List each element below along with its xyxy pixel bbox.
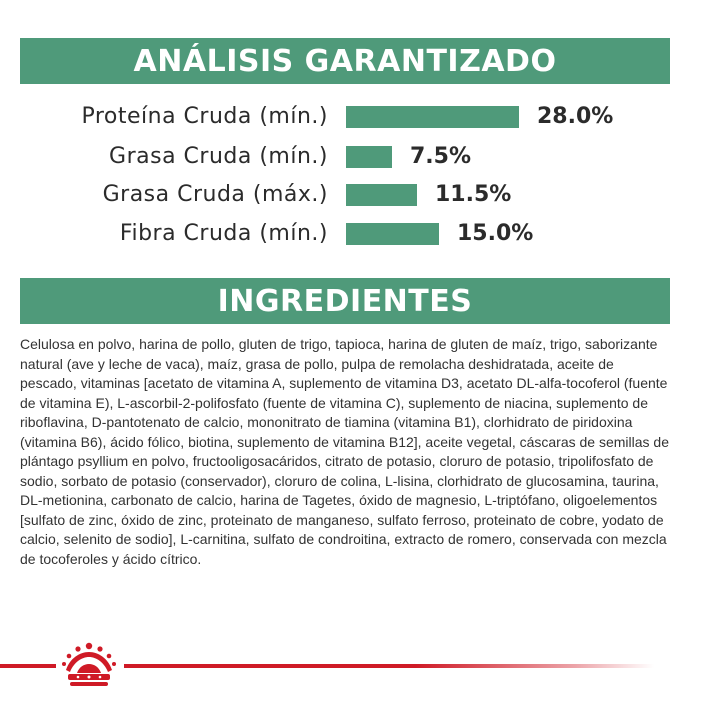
analysis-row-bar xyxy=(346,106,519,128)
crown-icon xyxy=(56,640,122,690)
analysis-row-bar xyxy=(346,184,417,206)
footer-line-left xyxy=(0,664,56,668)
analysis-row xyxy=(0,144,720,170)
analysis-row-label: Grasa Cruda (máx.) xyxy=(102,182,328,207)
analysis-title: ANÁLISIS GARANTIZADO xyxy=(133,43,557,79)
ingredients-text: Celulosa en polvo, harina de pollo, gluten de trigo, tapioca, harina de gluten de maíz, trigo, saborizante natural (ave y leche de vaca), maíz, grasa de pollo, pulpa de remolacha deshidratada, aceite de pescado, vitaminas [acetato de vitamina A, suplemento de vitamina D3, acetato DL-alfa-tocoferol (fuente de vitamina E), L-ascorbil-2-polifosfato (fuente de vitamina C), suplemento de niacina, suplemento de riboflavina, D-pantotenato de calcio, mononitrato de tiamina (vitamina B1), clorhidrato de piridoxina (vitamina B6), ácido fólico, biotina, suplemento de vitamina B12], aceite vegetal, cáscaras de semillas de plántago psyllium en polvo, fructooligosacáridos, citrato de potasio, cloruro de potasio, tripolifosfato de sodio, sorbato de potasio (conservador), cloruro de colina, L-lisina, clorhidrato de glucosamina, taurina, DL-metionina, carbonato de calcio, harina de Tagetes, óxido de magnesio, L-triptófano, oligoelementos [sulfato de zinc, óxido de zinc, proteinato de manganeso, sulfato ferroso, proteinato de cobre, yodato de calcio, selenito de sodio], L-carnitina, sulfato de condroitina, extracto de romero, conservada con mezcla de tocoferoles y ácido cítrico. xyxy=(20,336,670,567)
analysis-row xyxy=(0,182,720,208)
analysis-row-value: 11.5% xyxy=(435,182,512,207)
ingredients-title: INGREDIENTES xyxy=(217,283,473,319)
ingredients-banner xyxy=(20,278,670,324)
analysis-row xyxy=(0,221,720,247)
analysis-row-label: Grasa Cruda (mín.) xyxy=(109,144,328,169)
analysis-rows xyxy=(0,0,720,260)
analysis-row-bar xyxy=(346,223,439,245)
footer-line-right xyxy=(124,664,654,668)
analysis-row xyxy=(0,104,720,130)
analysis-row-bar xyxy=(346,146,392,168)
analysis-row-label: Fibra Cruda (mín.) xyxy=(119,221,328,246)
analysis-row-value: 28.0% xyxy=(537,104,614,129)
analysis-row-value: 15.0% xyxy=(457,221,534,246)
analysis-row-label: Proteína Cruda (mín.) xyxy=(81,104,328,129)
analysis-row-value: 7.5% xyxy=(410,144,472,169)
